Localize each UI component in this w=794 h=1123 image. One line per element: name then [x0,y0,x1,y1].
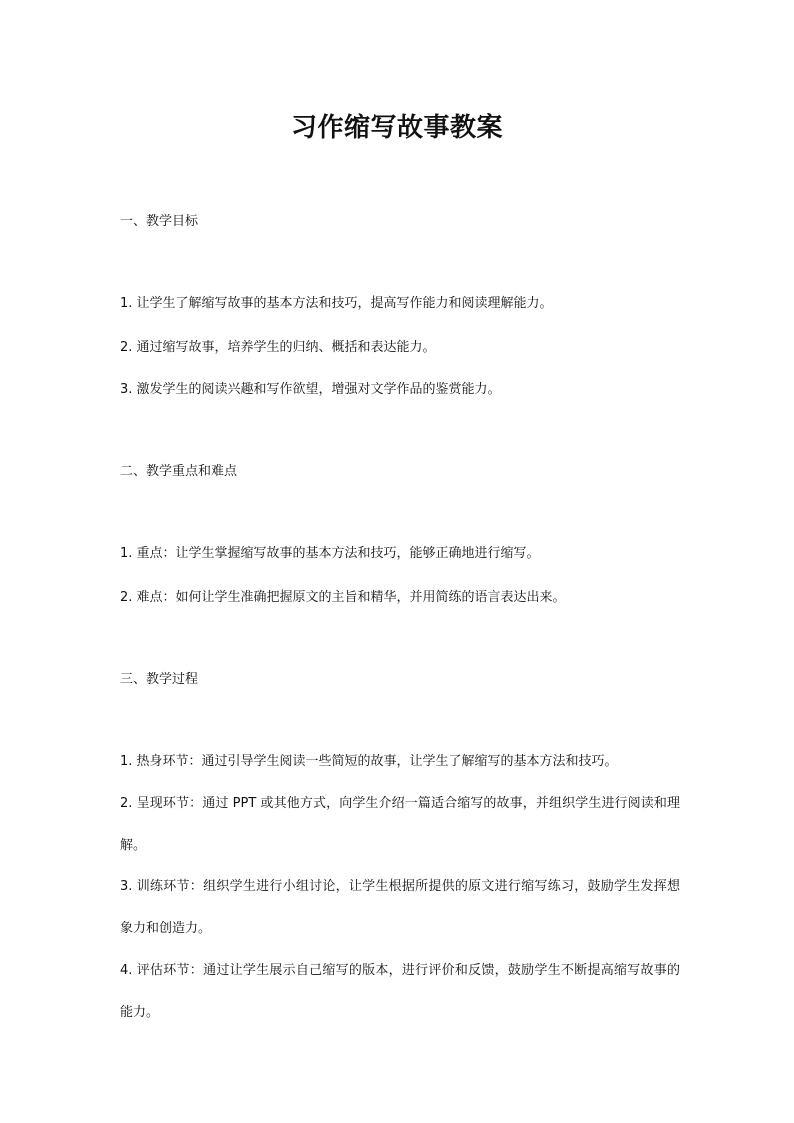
process-item-1: 1. 热身环节：通过引导学生阅读一些简短的故事，让学生了解缩写的基本方法和技巧。 [120,754,618,769]
section-heading-process: 三、教学过程 [120,672,199,687]
process-item-2: 2. 呈现环节：通过 PPT 或其他方式，向学生介绍一篇适合缩写的故事，并组织学生进行阅读和理解。 [120,796,680,853]
objective-item-1: 1. 让学生了解缩写故事的基本方法和技巧，提高写作能力和阅读理解能力。 [120,296,553,311]
objective-item-3: 3. 激发学生的阅读兴趣和写作欲望，增强对文学作品的鉴赏能力。 [120,382,501,397]
objective-item-2: 2. 通过缩写故事，培养学生的归纳、概括和表达能力。 [120,340,436,355]
process-item-3: 3. 训练环节：组织学生进行小组讨论，让学生根据所提供的原文进行缩写练习，鼓励学生发挥想象力和创造力。 [120,879,680,936]
document-title: 习作缩写故事教案 [290,113,503,143]
key-point-item-1: 1. 重点：让学生掌握缩写故事的基本方法和技巧，能够正确地进行缩写。 [120,546,540,561]
section-heading-key-points: 二、教学重点和难点 [120,464,238,479]
key-point-item-2: 2. 难点：如何让学生准确把握原文的主旨和精华，并用简练的语言表达出来。 [120,590,566,605]
process-item-4: 4. 评估环节：通过让学生展示自己缩写的版本，进行评价和反馈，鼓励学生不断提高缩写故事的能力。 [120,963,680,1020]
section-heading-objectives: 一、教学目标 [120,214,199,229]
